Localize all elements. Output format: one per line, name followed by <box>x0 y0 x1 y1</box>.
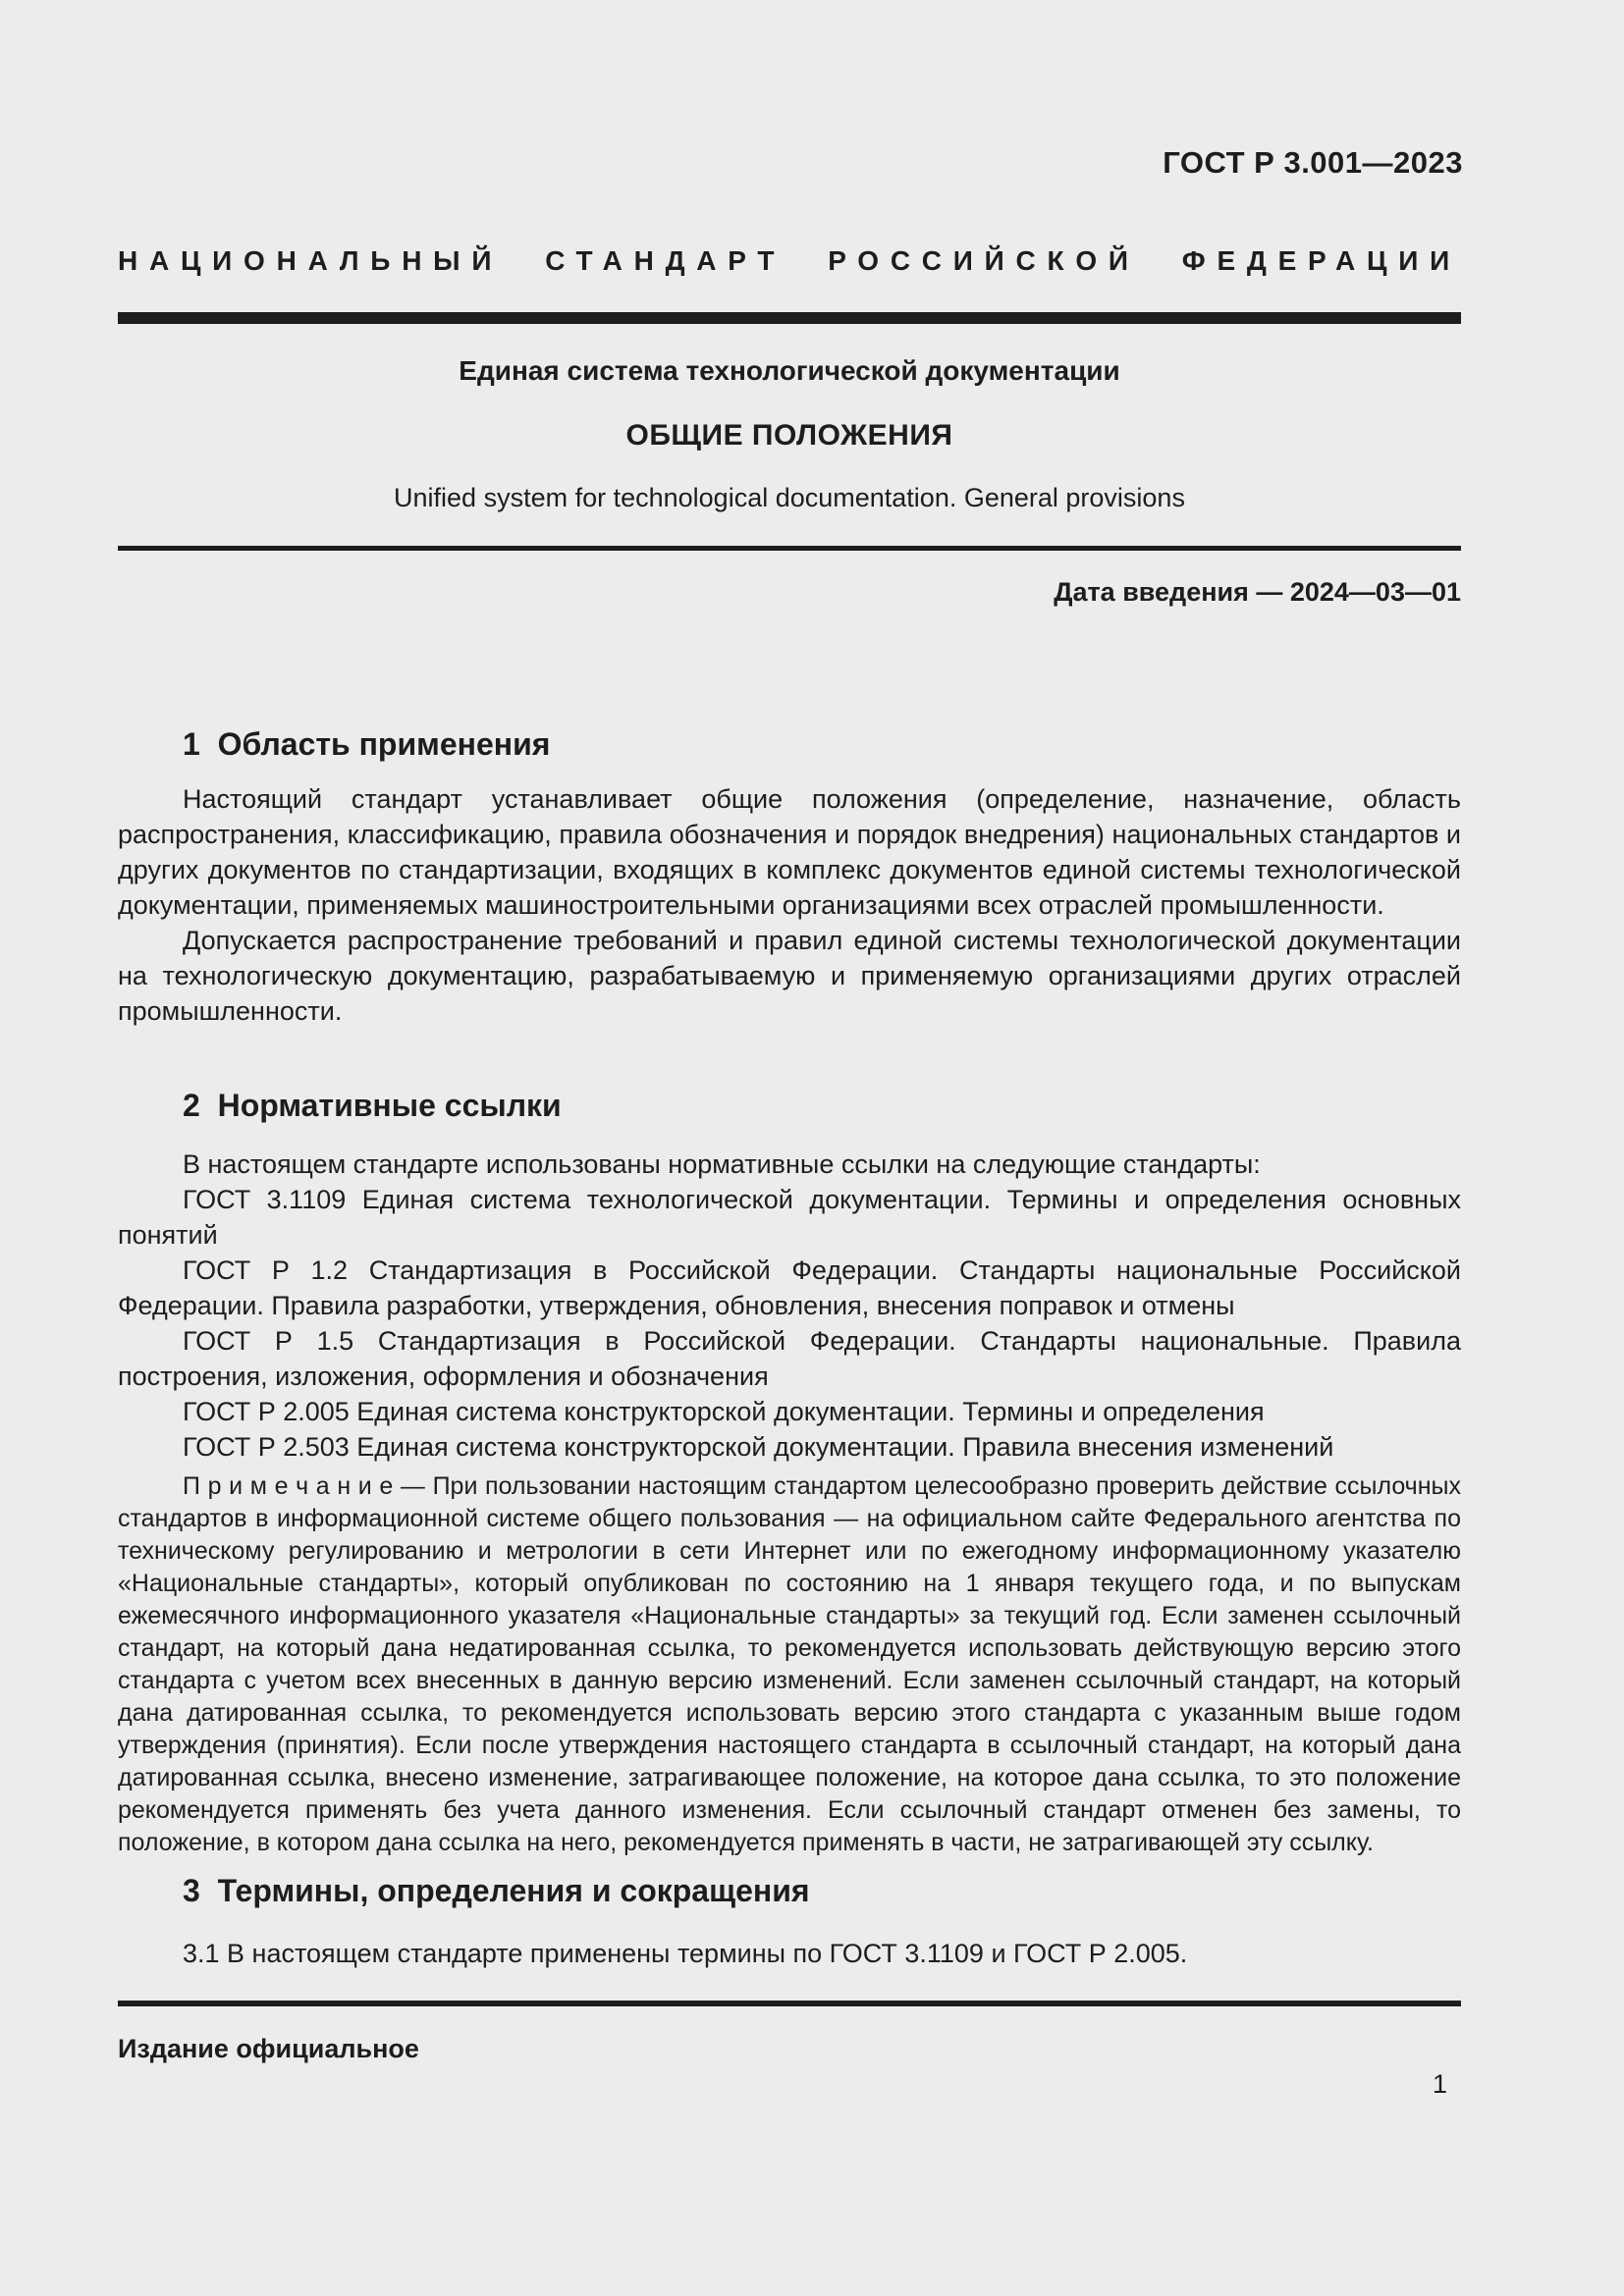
edition-note: Издание официальное <box>118 2034 419 2063</box>
header-thin-rule <box>118 546 1461 551</box>
section-3-heading: 3 Термины, определения и сокращения <box>183 1873 810 1908</box>
document-number: ГОСТ Р 3.001—2023 <box>1163 145 1463 180</box>
section-1-heading: 1 Область применения <box>183 726 551 762</box>
standard-reference: ГОСТ Р 1.5 Стандартизация в Российской Федерации. Стандарты национальные. Правила построения, изложения, оформления и обозначения <box>118 1326 1461 1391</box>
system-title: Единая система технологической документации <box>459 355 1120 386</box>
header-thick-rule <box>118 312 1461 324</box>
paragraph: В настоящем стандарте использованы нормативные ссылки на следующие стандарты: <box>183 1149 1261 1179</box>
national-standard-banner: НАЦИОНАЛЬНЫЙ СТАНДАРТ РОССИЙСКОЙ ФЕДЕРАЦИИ <box>118 245 1461 276</box>
section-2-body <box>118 1147 1461 1465</box>
document-title: ОБЩИЕ ПОЛОЖЕНИЯ <box>625 419 953 452</box>
footer-rule <box>118 2001 1461 2006</box>
section-2-heading: 2 Нормативные ссылки <box>183 1088 562 1123</box>
standard-reference: ГОСТ 3.1109 Единая система технологической документации. Термины и определения основных понятий <box>118 1185 1461 1250</box>
paragraph: 3.1 В настоящем стандарте применены термины по ГОСТ 3.1109 и ГОСТ Р 2.005. <box>183 1939 1188 1968</box>
document-title-english: Unified system for technological documentation. General provisions <box>394 483 1185 512</box>
standard-reference: ГОСТ Р 2.503 Единая система конструкторской документации. Правила внесения изменений <box>183 1432 1334 1462</box>
section-3-body <box>118 1936 1461 1971</box>
note-paragraph: П р и м е ч а н и е — При пользовании настоящим стандартом целесообразно проверить действие ссылочных стандартов в информационной системе общего пользования — на официальном сайте Федерального агентства по техническому регулированию и метрологии в сети Интернет или по ежегодному информационному указателю «Национальные стандарты», который опубликован по состоянию на 1 января текущего года, и по выпускам ежемесячного информационного указателя «Национальные стандарты» за текущий год. Если заменен ссылочный стандарт, на который дана недатированная ссылка, то рекомендуется использовать действующую версию этого стандарта с учетом всех внесенных в данную версию изменений. Если заменен ссылочный стандарт, на который дана датированная ссылка, то рекомендуется использовать версию этого стандарта с указанным выше годом утверждения (принятия). Если после утверждения настоящего стандарта в ссылочный стандарт, на который дана датированная ссылка, внесено изменение, затрагивающее положение, на которое дана ссылка, то это положение рекомендуется применять без учета данного изменения. Если ссылочный стандарт отменен без замены, то положение, в котором дана ссылка на него, рекомендуется применять в части, не затрагивающей эту ссылку. <box>118 1472 1461 1856</box>
page-number: 1 <box>1432 2069 1447 2099</box>
paragraph: Допускается распространение требований и правил единой системы технологической документации на технологическую документацию, разрабатываемую и применяемую организациями других отраслей промышленности. <box>118 926 1461 1026</box>
paragraph: Настоящий стандарт устанавливает общие положения (определение, назначение, область распространения, классификацию, правила обозначения и порядок внедрения) национальных стандартов и других документов по стандартизации, входящих в комплекс документов единой системы технологической документации, применяемых машиностроительными организациями всех отраслей промышленности. <box>118 784 1461 920</box>
effective-date: Дата введения — 2024—03—01 <box>1054 577 1461 607</box>
section-2-note <box>118 1470 1461 1859</box>
section-1-body <box>118 781 1461 1029</box>
standard-reference: ГОСТ Р 1.2 Стандартизация в Российской Федерации. Стандарты национальные Российской Федерации. Правила разработки, утверждения, обновления, внесения поправок и отмены <box>118 1255 1461 1320</box>
standard-reference: ГОСТ Р 2.005 Единая система конструкторской документации. Термины и определения <box>183 1397 1265 1426</box>
